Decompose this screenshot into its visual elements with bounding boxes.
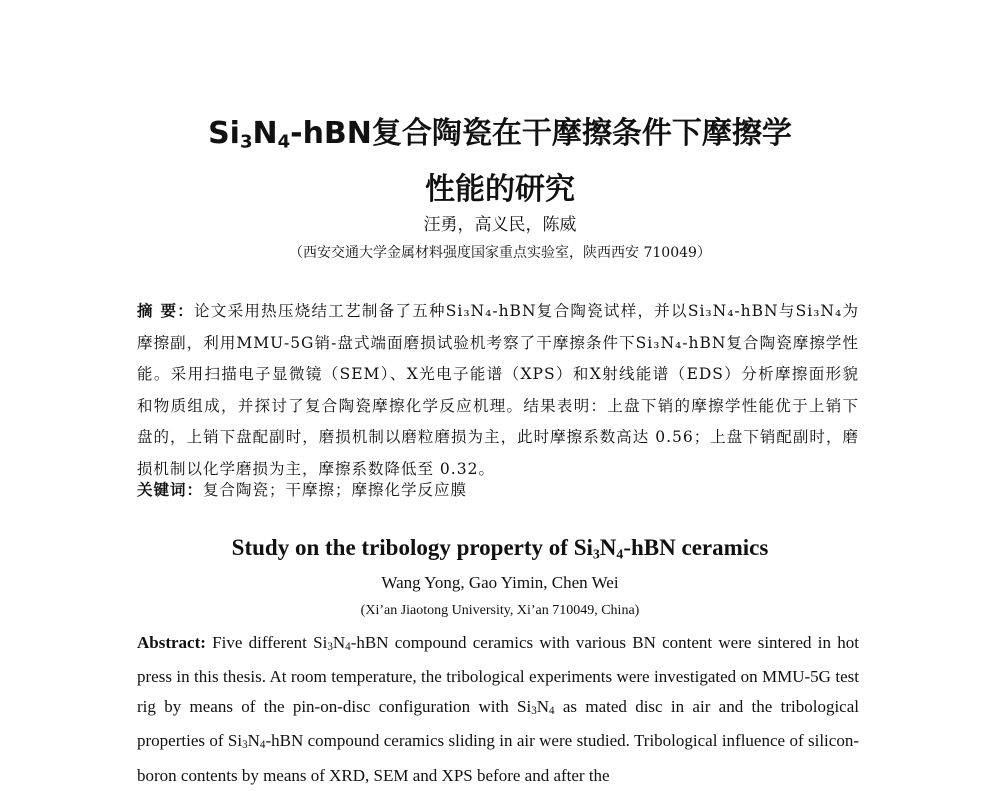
chinese-authors: 汪勇，高义民，陈威 [423,215,577,235]
chinese-affiliation: （西安交通大学金属材料强度国家重点实验室，陕西西安 710049） [289,245,711,261]
chinese-abstract-text: 论文采用热压烧结工艺制备了五种Si₃N₄-hBN复合陶瓷试样，并以Si₃N₄-hBN与Si₃N₄为摩擦副，利用MMU-5G销-盘式端面磨损试验机考察了干摩擦条件下Si₃N₄-hBN复合陶瓷摩擦学性能。采用扫描电子显微镜（SEM）、X光电子能谱（XPS）和X射线能谱（EDS）分析摩擦面形貌和物质组成，并探讨了复合陶瓷摩擦化学反应机理。结果表明：上盘下销的摩擦学性能优于上销下盘的，上销下盘配副时，磨损机制以磨粒磨损为主，此时摩擦系数高达 0.56；上盘下销配副时，磨损机制以化学磨损为主，摩擦系数降低至 0.32。 [137,302,859,478]
chinese-title-line-1: $Si_3N_4$-hBN复合陶瓷在干摩擦条件下摩擦学 [208,116,792,153]
english-abstract-label: Abstract: [137,633,206,652]
chinese-keywords-text: 复合陶瓷；干摩擦；摩擦化学反应膜 [203,481,468,499]
english-title: Study on the tribology property of $Si_3N_4$-hBN ceramics [231,535,769,562]
chinese-title-line-2: 性能的研究 [425,172,575,207]
english-abstract: Abstract: Five different $Si_3N_4$-hBN compound ceramics with various BN content were sintered in hot press in this thesis. At room temperature, the tribological experiments were investigated on MMU-5G test rig by means of the pin-on-disc configuration with $Si_3N_4$ as mated disc in air and the tribological properties of $Si_3N_4$-hBN compound ceramics sliding in air were studied. Tribological influence of silicon-boron contents by means of XRD, SEM and XPS before and after the [137,633,859,785]
english-affiliation: (Xi’an Jiaotong University, Xi’an 710049, China) [360,603,640,618]
english-authors: Wang Yong, Gao Yimin, Chen Wei [381,573,619,592]
chinese-keywords [137,478,859,500]
chinese-keywords-label: 关键词： [137,481,204,499]
chinese-abstract-label: 摘 要： [137,302,195,320]
chinese-abstract [137,296,859,485]
